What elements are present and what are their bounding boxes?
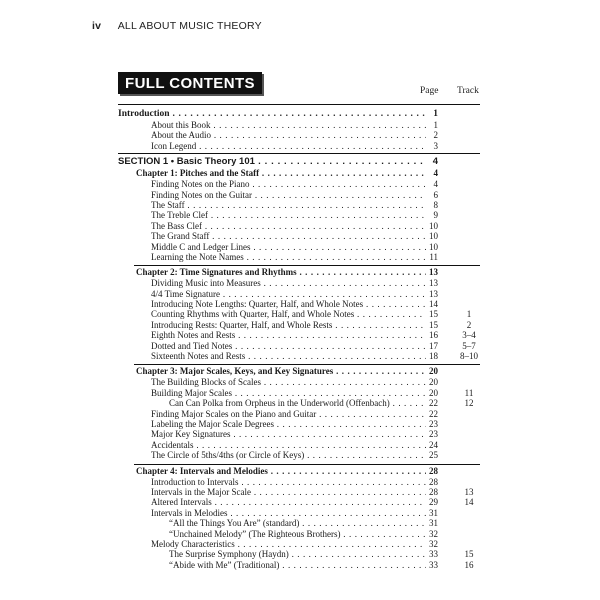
top-rule [118,104,480,105]
entry-title: The Grand Staff . . . [118,231,436,241]
toc-entry[interactable] [118,351,480,361]
entry-title: Finding Major Scales on the Piano and Guitar . . . [118,409,436,419]
toc-entry[interactable] [118,487,480,497]
entry-title: The Surprise Symphony (Haydn) . . . [118,549,436,559]
entry-track: 12 [464,398,474,409]
entry-page: 18 [426,351,438,361]
entry-title: Building Major Scales . . . [118,388,436,398]
toc-entry[interactable] [118,289,480,299]
entry-track: 11 [464,387,474,398]
toc-entry[interactable] [118,508,480,518]
entry-page: 23 [426,419,438,429]
entry-page: 9 [426,210,438,220]
entry-page: 10 [426,242,438,252]
entry-title: Dotted and Tied Notes . . . [118,341,436,351]
toc-entry[interactable] [118,231,480,241]
toc-entry[interactable] [118,242,480,252]
divider [118,153,480,154]
entry-page: 15 [426,309,438,319]
entry-page: 4 [426,155,438,168]
entry-title: Eighth Notes and Rests . . . [118,330,436,340]
entry-page: 1 [426,108,438,120]
toc-entry[interactable] [118,409,480,419]
entry-title: Introduction . . . [118,108,436,120]
entry-page: 24 [426,440,438,450]
entry-page: 16 [426,330,438,340]
chapter-row[interactable] [118,466,480,477]
toc-entry[interactable] [118,429,480,439]
toc-entry[interactable] [118,278,480,288]
column-header-page: Page [420,86,439,96]
toc-entry[interactable] [118,120,480,130]
entry-page: 20 [426,366,438,377]
entry-page: 6 [426,190,438,200]
table-of-contents [118,102,480,570]
entry-track: 15 [464,549,474,560]
entry-page: 8 [426,200,438,210]
entry-page: 31 [426,508,438,518]
entry-title: Icon Legend . . . [118,141,436,151]
entry-title: Chapter 2: Time Signatures and Rhythms . . . [118,267,436,278]
divider [134,364,480,365]
toc-entry[interactable] [118,190,480,200]
entry-title: About this Book . . . [118,120,436,130]
entry-page: 33 [426,549,438,559]
entry-title: Intervals in the Major Scale . . . [118,487,436,497]
entry-title: Accidentals . . . [118,440,436,450]
entry-page: 20 [426,377,438,387]
entry-track: 2 [466,319,472,330]
entry-title: Finding Notes on the Piano . . . [118,179,436,189]
toc-entry[interactable] [118,518,480,528]
entry-track: 8–10 [460,351,478,362]
entry-page: 11 [426,252,438,262]
toc-entry[interactable] [118,529,480,539]
entry-page: 22 [426,398,438,408]
entry-track: 16 [464,559,474,570]
toc-entry[interactable] [118,419,480,429]
chapter-row[interactable] [118,366,480,377]
toc-entry[interactable] [118,549,480,559]
column-header-track: Track [457,86,479,96]
chapter-row[interactable] [118,267,480,278]
divider [134,464,480,465]
entry-title: Major Key Signatures . . . [118,429,436,439]
toc-entry[interactable] [118,560,480,570]
entry-track: 3–4 [462,330,476,341]
divider [134,265,480,266]
entry-title: The Treble Clef . . . [118,210,436,220]
entry-title: Learning the Note Names . . . [118,252,436,262]
entry-page: 20 [426,388,438,398]
entry-title: “Abide with Me” (Traditional) . . . [118,560,436,570]
entry-title: Can Can Polka from Orpheus in the Underworld (Offenbach) . . . [118,398,436,408]
entry-page: 28 [426,487,438,497]
entry-page: 28 [426,466,438,477]
entry-page: 25 [426,450,438,460]
entry-title: The Building Blocks of Scales . . . [118,377,436,387]
entry-title: “All the Things You Are” (standard) . . . [118,518,436,528]
entry-page: 4 [426,168,438,179]
toc-entry[interactable] [118,210,480,220]
entry-title: Altered Intervals . . . [118,497,436,507]
toc-entry[interactable] [118,388,480,398]
entry-title: Intervals in Melodies . . . [118,508,436,518]
entry-title: Labeling the Major Scale Degrees . . . [118,419,436,429]
page-number: iv [92,20,102,32]
entry-title: “Unchained Melody” (The Righteous Brothers) . . . [118,529,436,539]
entry-page: 17 [426,341,438,351]
entry-title: Counting Rhythms with Quarter, Half, and Whole Notes . . . [118,309,436,319]
toc-entry[interactable] [118,330,480,340]
entry-title: Introducing Note Lengths: Quarter, Half, and Whole Notes . . . [118,299,436,309]
toc-entry[interactable] [118,221,480,231]
entry-title: Introduction to Intervals . . . [118,477,436,487]
entry-page: 3 [426,141,438,151]
toc-entry[interactable] [118,200,480,210]
toc-entry[interactable] [118,377,480,387]
section-row[interactable] [118,155,480,168]
entry-page: 10 [426,231,438,241]
toc-entry[interactable] [118,252,480,262]
entry-title: SECTION 1 • Basic Theory 101 . . . [118,155,436,168]
entry-title: Introducing Rests: Quarter, Half, and Whole Rests . . . [118,320,436,330]
entry-title: About the Audio . . . [118,130,436,140]
entry-page: 28 [426,477,438,487]
book-title: ALL ABOUT MUSIC THEORY [117,20,262,32]
entry-title: The Circle of 5ths/4ths (or Circle of Keys) . . . [118,450,436,460]
toc-entry[interactable] [118,539,480,549]
entry-track: 1 [466,309,472,320]
entry-page: 14 [426,299,438,309]
entry-page: 33 [426,560,438,570]
entry-title: The Staff . . . [118,200,436,210]
toc-entry[interactable] [118,450,480,460]
entry-title: The Bass Clef . . . [118,221,436,231]
entry-title: Dividing Music into Measures . . . [118,278,436,288]
entry-page: 10 [426,221,438,231]
chapter-row[interactable] [118,168,480,179]
entry-title: Sixteenth Notes and Rests . . . [118,351,436,361]
toc-entry[interactable] [118,320,480,330]
entry-page: 13 [426,278,438,288]
toc-entry[interactable] [118,440,480,450]
entry-page: 22 [426,409,438,419]
toc-entry[interactable] [118,141,480,151]
entry-title: Chapter 1: Pitches and the Staff . . . [118,168,436,179]
toc-entry[interactable] [118,477,480,487]
toc-entry[interactable] [118,398,480,408]
toc-entry[interactable] [118,179,480,189]
entry-page: 4 [426,179,438,189]
contents-title: FULL CONTENTS [118,72,262,94]
entry-page: 13 [426,289,438,299]
introduction-row[interactable] [118,108,480,120]
entry-title: Finding Notes on the Guitar . . . [118,190,436,200]
toc-entry[interactable] [118,309,480,319]
toc-entry[interactable] [118,130,480,140]
entry-track: 14 [464,497,474,508]
entry-title: 4/4 Time Signature . . . [118,289,436,299]
entry-page: 32 [426,539,438,549]
toc-entry[interactable] [118,497,480,507]
running-head [92,20,262,32]
entry-page: 13 [426,267,438,278]
entry-title: Melody Characteristics . . . [118,539,436,549]
entry-page: 32 [426,529,438,539]
entry-title: Chapter 4: Intervals and Melodies . . . [118,466,436,477]
toc-entry[interactable] [118,341,480,351]
entry-page: 29 [426,497,438,507]
entry-track: 5–7 [462,340,476,351]
entry-page: 31 [426,518,438,528]
entry-page: 1 [426,120,438,130]
entry-page: 2 [426,130,438,140]
entry-track: 13 [464,486,474,497]
entry-title: Middle C and Ledger Lines . . . [118,242,436,252]
entry-page: 23 [426,429,438,439]
entry-title: Chapter 3: Major Scales, Keys, and Key Signatures . . . [118,366,436,377]
toc-entry[interactable] [118,299,480,309]
entry-page: 15 [426,320,438,330]
